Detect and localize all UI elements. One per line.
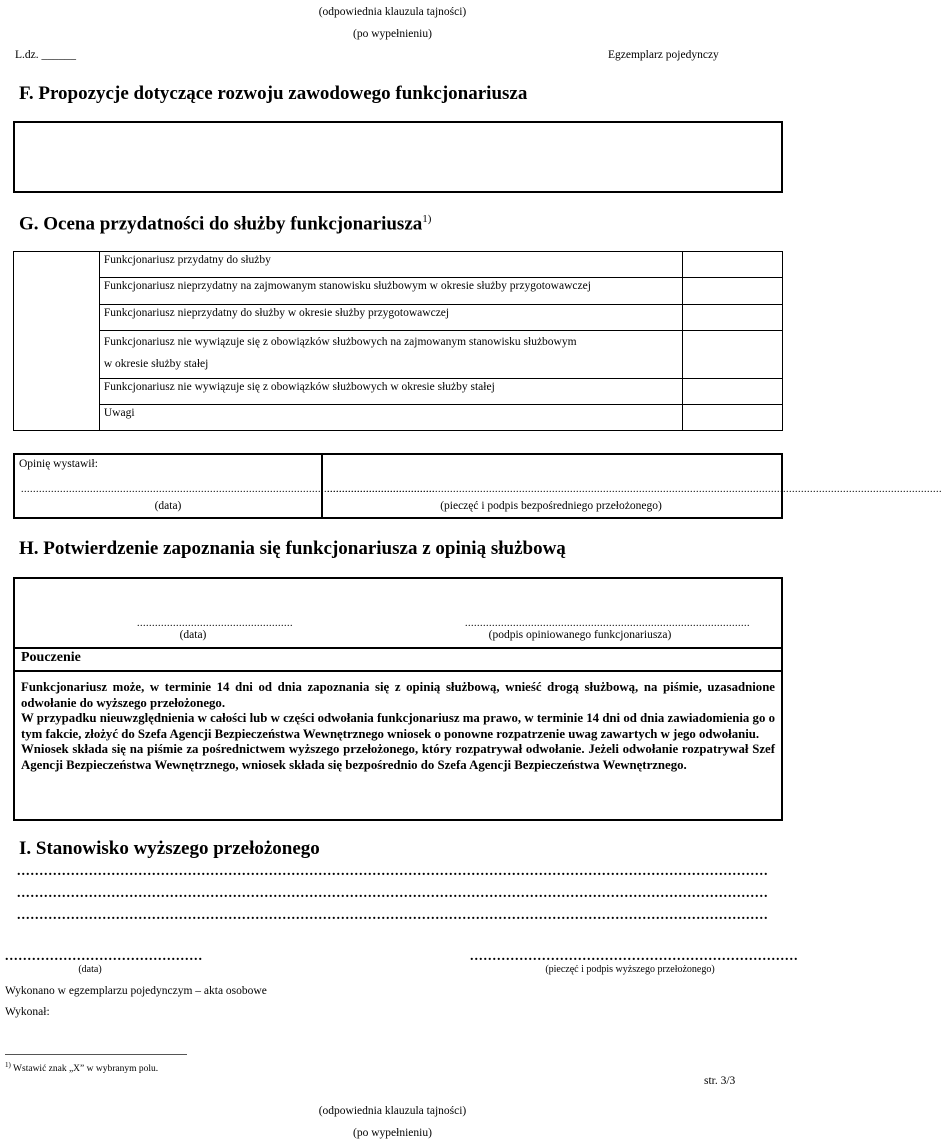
copy-note: Egzemplarz pojedynczy [608,49,719,61]
ack-date-dots[interactable]: .................................................... [137,618,293,629]
acknowledgement-box [13,577,783,821]
superior-date-label: (data) [78,964,102,975]
footnote-ref: 1) [422,213,432,225]
assessment-left-column [14,252,100,431]
assessment-checkbox[interactable] [683,305,783,331]
assessment-option-line2: w okresie służby stałej [103,358,209,370]
superior-position-line-3[interactable]: ....................................................................................................................................................................... [17,908,769,923]
remarks-label: Uwagi [99,405,682,431]
ack-signature-label: (podpis opiniowanego funkcjonariusza) [488,629,672,641]
after-filling-note-top: (po wypełnieniu) [353,28,432,40]
notice-divider-top [15,647,781,649]
superior-stamp-label: (pieczęć i podpis wyższego przełożonego) [545,964,715,975]
opinion-date-label: (data) [154,500,182,512]
assessment-checkbox[interactable] [683,252,783,278]
classification-clause-top: (odpowiednia klauzula tajności) [318,6,467,18]
section-f-input-box[interactable] [13,121,783,193]
notice-paragraph-3: Wniosek składa się na piśmie za pośrednictwem wyższego przełożonego, który rozpatrywał odwołanie. Jeżeli odwołanie rozpatrywał Szef Agencji Bezpieczeństwa Wewnętrznego, wniosek składa się bezpośrednio do Szefa Agencji Bezpieczeństwa Wewnętrznego. [21,742,775,772]
opinion-issued-label: Opinię wystawił: [19,458,98,470]
assessment-option-line1: Funkcjonariusz nie wywiązuje się z obowiązków służbowych na zajmowanym stanowisku służbowym [103,336,577,348]
footnote-separator [5,1054,187,1055]
section-i-title: I. Stanowisko wyższego przełożonego [19,838,320,859]
opinion-stamp-label: (pieczęć i podpis bezpośredniego przełożonego) [440,500,662,512]
notice-divider-bottom [15,670,781,672]
superior-signature-dots[interactable]: ......................................................................... [470,949,799,964]
notice-title: Pouczenie [21,650,81,665]
page-number: str. 3/3 [704,1075,736,1087]
assessment-option-label: Funkcjonariusz nieprzydatny na zajmowanym stanowisku służbowym w okresie służby przygotowawczej [99,278,682,305]
superior-position-line-2[interactable]: ....................................................................................................................................................................... [17,886,769,901]
classification-clause-bottom: (odpowiednia klauzula tajności) [318,1105,467,1117]
assessment-table [13,251,783,431]
done-by-label: Wykonał: [5,1006,50,1018]
superior-date-dots[interactable]: ............................................ [5,949,203,964]
section-g-title-text: G. Ocena przydatności do służby funkcjonariusza [19,213,423,235]
remarks-field[interactable] [683,405,783,431]
footnote-number: 1) [5,1061,11,1069]
notice-text [21,680,775,773]
opinion-issued-box [13,453,942,519]
assessment-option-label [99,331,682,379]
assessment-checkbox[interactable] [683,379,783,405]
footnote [5,1061,158,1074]
footnote-text: Wstawić znak „X” w wybranym polu. [10,1064,159,1075]
assessment-option-label: Funkcjonariusz nie wywiązuje się z obowiązków służbowych w okresie służby stałej [99,379,682,405]
ack-date-label: (data) [179,629,207,641]
made-in-copy-note: Wykonano w egzemplarzu pojedynczym – akta osobowe [5,985,267,997]
notice-paragraph-2: W przypadku nieuwzględnienia w całości lub w części odwołania funkcjonariusz ma prawo, w terminie 14 dni od dnia zawiadomienia go o tym fakcie, złożyć do Szefa Agencji Bezpieczeństwa Wewnętrznego wniosek o ponowne rozpatrzenie uwag zawartych w jego odwołaniu. [21,711,775,741]
section-g-title [19,213,431,235]
section-h-title: H. Potwierdzenie zapoznania się funkcjonariusza z opinią służbową [19,538,566,559]
assessment-option-label: Funkcjonariusz nieprzydatny do służby w okresie służby przygotowawczej [99,305,682,331]
notice-paragraph-1: Funkcjonariusz może, w terminie 14 dni od dnia zapoznania się z opinią służbową, wnieść drogą służbową, na piśmie, uzasadnione odwołanie do wyższego przełożonego. [21,680,775,710]
opinion-date-dots[interactable]: .......................................................................................................................................... [21,484,435,495]
superior-position-line-1[interactable]: ....................................................................................................................................................................... [17,864,769,879]
ack-signature-dots[interactable]: ............................................................................................... [465,618,750,629]
section-f-title: F. Propozycje dotyczące rozwoju zawodowego funkcjonariusza [19,83,528,104]
assessment-option-label: Funkcjonariusz przydatny do służby [99,252,682,278]
opinion-signature-dots[interactable]: ............................................................................................................................................................................................................. [327,484,942,495]
after-filling-note-bottom: (po wypełnieniu) [353,1127,432,1139]
ldz-field: L.dz. ______ [15,49,77,61]
assessment-checkbox[interactable] [683,331,783,379]
assessment-checkbox[interactable] [683,278,783,305]
